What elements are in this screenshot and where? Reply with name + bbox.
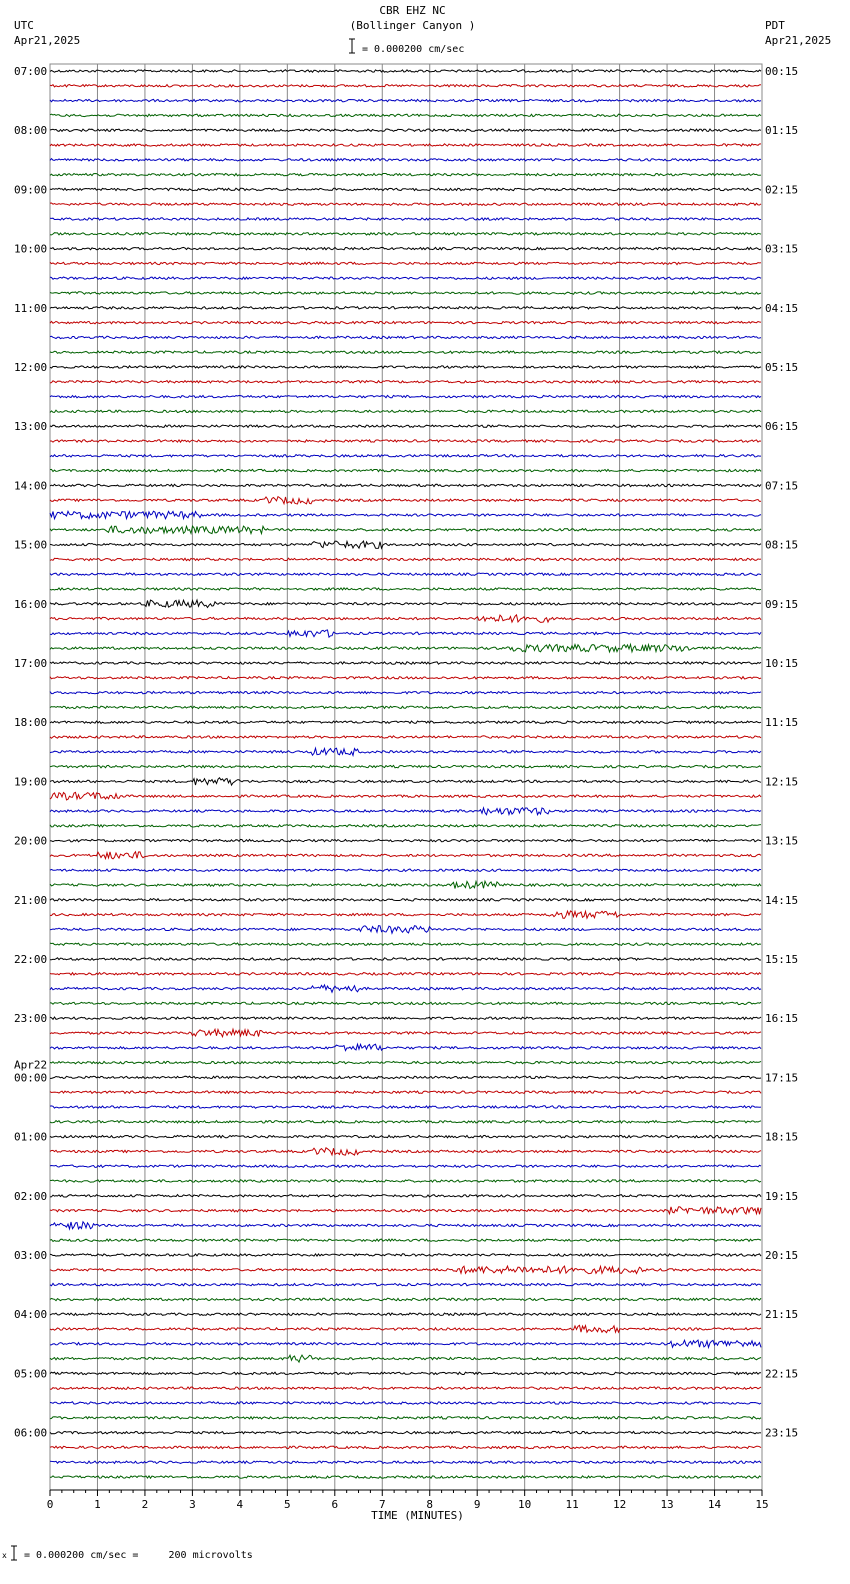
station-title: CBR EHZ NC (379, 4, 446, 17)
x-tick-label-7: 7 (378, 1498, 386, 1511)
trace-87 (50, 1355, 761, 1362)
pdt-label-11: 11:15 (765, 716, 799, 730)
trace-67 (50, 1061, 761, 1063)
utc-label-14: 21:00 (14, 893, 48, 907)
trace-24 (50, 425, 761, 427)
trace-42 (50, 691, 761, 693)
trace-81 (50, 1266, 761, 1274)
utc-label-21: 04:00 (14, 1308, 48, 1322)
utc-label-19: 02:00 (14, 1189, 48, 1203)
utc-label-4: 11:00 (14, 301, 48, 315)
x-axis-label: TIME (MINUTES) (371, 1509, 464, 1522)
x-tick-label-1: 1 (94, 1498, 101, 1511)
trace-72 (50, 1135, 761, 1137)
trace-49 (50, 792, 761, 800)
trace-group (50, 70, 761, 1478)
x-tick-label-11: 11 (565, 1498, 579, 1511)
trace-12 (50, 247, 761, 249)
utc-label-12: 19:00 (14, 775, 48, 789)
utc-label-18: 01:00 (14, 1130, 48, 1144)
utc-label-3: 10:00 (14, 242, 48, 256)
x-tick-label-6: 6 (331, 1498, 339, 1511)
trace-9 (50, 203, 761, 205)
trace-15 (50, 292, 761, 294)
trace-16 (50, 307, 761, 309)
x-tick-label-3: 3 (189, 1498, 196, 1511)
utc-label-1: 08:00 (14, 124, 48, 138)
trace-18 (50, 336, 761, 338)
trace-64 (50, 1017, 761, 1019)
trace-91 (50, 1417, 761, 1419)
utc-label-6: 13:00 (14, 420, 48, 434)
trace-75 (50, 1180, 761, 1182)
pdt-label-3: 03:15 (765, 242, 799, 256)
trace-8 (50, 188, 761, 190)
trace-88 (50, 1372, 761, 1374)
utc-label-15: 22:00 (14, 953, 48, 966)
utc-label-22: 05:00 (14, 1367, 48, 1381)
pdt-label-23: 23:15 (765, 1426, 799, 1440)
trace-17 (50, 321, 761, 323)
trace-32 (50, 541, 761, 548)
station-location: (Bollinger Canyon ) (349, 19, 476, 32)
pdt-hour-labels (765, 65, 798, 1440)
x-tick-label-12: 12 (612, 1498, 627, 1511)
trace-13 (50, 262, 761, 264)
trace-6 (50, 159, 761, 161)
trace-27 (50, 469, 761, 471)
trace-86 (50, 1340, 761, 1347)
trace-94 (50, 1461, 761, 1463)
utc-label-8: 15:00 (14, 538, 48, 552)
right-timezone: PDT (765, 19, 785, 32)
trace-61 (50, 973, 761, 975)
utc-label-13: 20:00 (14, 834, 48, 848)
utc-label-17: 00:00 (14, 1071, 48, 1085)
trace-47 (50, 765, 761, 767)
pdt-label-6: 06:15 (765, 420, 799, 434)
trace-3 (50, 114, 761, 116)
trace-73 (50, 1148, 761, 1155)
trace-48 (50, 778, 761, 785)
trace-25 (50, 440, 761, 442)
trace-39 (50, 644, 761, 652)
trace-84 (50, 1313, 761, 1315)
utc-label-2: 09:00 (14, 183, 48, 197)
trace-22 (50, 395, 761, 397)
pdt-label-9: 09:15 (765, 597, 799, 611)
trace-66 (50, 1044, 761, 1050)
trace-11 (50, 233, 761, 235)
utc-label-16: 23:00 (14, 1012, 48, 1026)
utc-label-7: 14:00 (14, 479, 48, 493)
trace-63 (50, 1002, 761, 1004)
trace-58 (50, 926, 761, 934)
trace-36 (50, 600, 761, 608)
trace-89 (50, 1387, 761, 1389)
trace-74 (50, 1165, 761, 1167)
x-tick-label-9: 9 (473, 1498, 481, 1511)
x-tick-label-2: 2 (141, 1498, 149, 1511)
trace-59 (50, 943, 761, 945)
trace-20 (50, 366, 761, 368)
trace-56 (50, 899, 761, 901)
trace-60 (50, 958, 761, 960)
trace-80 (50, 1254, 761, 1256)
trace-70 (50, 1106, 761, 1108)
pdt-label-13: 13:15 (765, 834, 799, 848)
pdt-label-5: 05:15 (765, 361, 799, 374)
footer-scale-label: = 0.000200 cm/sec = 200 microvolts (24, 1550, 253, 1561)
utc-label-9: 16:00 (14, 597, 48, 611)
trace-51 (50, 825, 761, 827)
utc-label-20: 03:00 (14, 1249, 48, 1262)
left-date: Apr21,2025 (14, 34, 81, 47)
pdt-label-20: 20:15 (765, 1249, 799, 1262)
pdt-label-0: 00:15 (765, 65, 799, 78)
trace-35 (50, 588, 761, 590)
x-tick-label-10: 10 (518, 1498, 532, 1511)
time-axis (47, 1490, 769, 1511)
utc-label-5: 12:00 (14, 361, 48, 374)
pdt-label-15: 15:15 (765, 953, 799, 966)
pdt-label-4: 04:15 (765, 301, 799, 315)
pdt-label-14: 14:15 (765, 893, 799, 907)
trace-31 (50, 526, 761, 534)
trace-85 (50, 1325, 761, 1332)
trace-1 (50, 85, 761, 87)
trace-79 (50, 1239, 761, 1241)
trace-50 (50, 808, 761, 815)
pdt-label-22: 22:15 (765, 1367, 799, 1381)
trace-46 (50, 748, 761, 755)
trace-5 (50, 144, 761, 146)
utc-hour-labels (14, 65, 47, 1440)
trace-82 (50, 1283, 761, 1285)
pdt-label-8: 08:15 (765, 538, 799, 552)
trace-78 (50, 1222, 761, 1229)
trace-19 (50, 351, 761, 353)
pdt-label-2: 02:15 (765, 183, 799, 197)
header-scale-label: = 0.000200 cm/sec (362, 44, 465, 55)
trace-7 (50, 173, 761, 175)
trace-53 (50, 852, 761, 859)
trace-29 (50, 497, 761, 504)
trace-77 (50, 1207, 761, 1214)
svg-text:x: x (2, 1551, 7, 1560)
trace-71 (50, 1121, 761, 1123)
trace-4 (50, 129, 761, 131)
date-change-label: Apr22 (14, 1058, 48, 1072)
pdt-label-10: 10:15 (765, 657, 799, 670)
pdt-label-1: 01:15 (765, 124, 799, 138)
footer-scale-bar-icon (2, 1546, 17, 1560)
trace-38 (50, 630, 761, 637)
pdt-label-7: 07:15 (765, 479, 799, 493)
trace-23 (50, 410, 761, 412)
trace-83 (50, 1298, 761, 1300)
pdt-label-16: 16:15 (765, 1012, 799, 1026)
trace-65 (50, 1029, 761, 1037)
trace-95 (50, 1476, 761, 1478)
trace-90 (50, 1402, 761, 1404)
utc-label-0: 07:00 (14, 65, 48, 78)
pdt-label-21: 21:15 (765, 1308, 799, 1322)
trace-45 (50, 736, 761, 738)
x-tick-label-5: 5 (284, 1498, 291, 1511)
x-tick-label-4: 4 (236, 1498, 244, 1511)
trace-41 (50, 677, 761, 679)
pdt-label-12: 12:15 (765, 775, 799, 789)
trace-69 (50, 1091, 761, 1093)
trace-55 (50, 881, 761, 888)
trace-57 (50, 911, 761, 918)
trace-26 (50, 455, 761, 457)
trace-34 (50, 573, 761, 575)
trace-2 (50, 99, 761, 101)
trace-54 (50, 869, 761, 871)
pdt-label-19: 19:15 (765, 1189, 799, 1203)
left-timezone: UTC (14, 19, 34, 32)
right-date: Apr21,2025 (765, 34, 832, 47)
trace-21 (50, 381, 761, 383)
trace-30 (50, 511, 761, 519)
pdt-label-17: 17:15 (765, 1071, 799, 1085)
trace-33 (50, 558, 761, 560)
x-tick-label-13: 13 (660, 1498, 674, 1511)
trace-68 (50, 1076, 761, 1078)
utc-label-11: 18:00 (14, 716, 48, 730)
trace-92 (50, 1431, 761, 1433)
utc-label-10: 17:00 (14, 657, 48, 670)
trace-76 (50, 1195, 761, 1197)
x-tick-label-15: 15 (755, 1498, 769, 1511)
trace-62 (50, 985, 761, 992)
trace-28 (50, 484, 761, 486)
trace-93 (50, 1446, 761, 1448)
trace-0 (50, 70, 761, 72)
trace-40 (50, 662, 761, 664)
utc-label-23: 06:00 (14, 1426, 48, 1440)
x-tick-label-14: 14 (707, 1498, 722, 1511)
trace-52 (50, 839, 761, 841)
trace-44 (50, 721, 761, 723)
pdt-label-18: 18:15 (765, 1130, 799, 1144)
trace-37 (50, 615, 761, 623)
trace-10 (50, 218, 761, 220)
x-tick-label-8: 8 (426, 1498, 434, 1511)
trace-43 (50, 706, 761, 708)
header-scale-bar-icon (349, 39, 355, 53)
x-tick-label-0: 0 (46, 1498, 54, 1511)
trace-14 (50, 277, 761, 279)
